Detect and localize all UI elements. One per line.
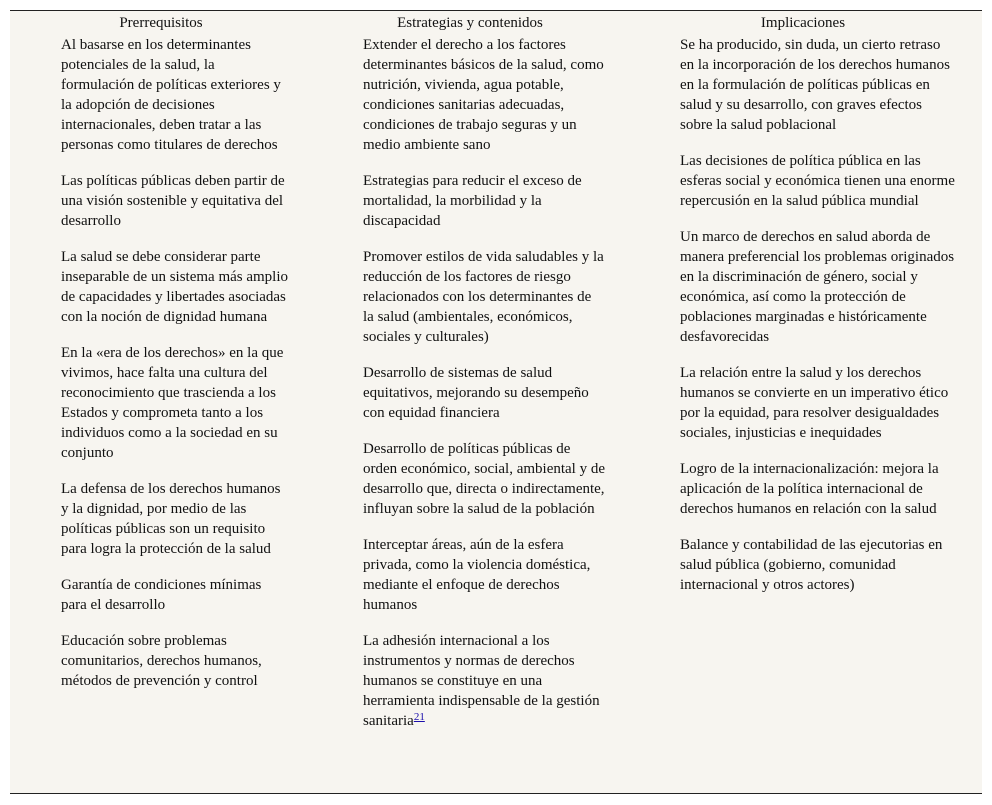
footnote-link[interactable]: 21 [413, 711, 425, 723]
comparison-table [10, 10, 982, 794]
column-body [61, 35, 289, 707]
table-cell: Se ha producido, sin duda, un cierto retraso en la incorporación de los derechos humanos en la formulación de políticas públicas en salud y su desarrollo, con graves efectos sobre la salud poblacional [680, 37, 950, 133]
column-header: Estrategias y contenidos [397, 15, 543, 31]
table-cell-text: La adhesión internacional a los instrumentos y normas de derechos humanos se constituye en una herramienta indispensable de la gestión sanitaria [363, 633, 600, 729]
column-header: Prerrequisitos [119, 15, 203, 31]
table-cell: Promover estilos de vida saludables y la reducción de los factores de riesgo relacionados con los determinantes de la salud (ambientales, económicos, sociales y culturales) [363, 249, 604, 345]
column-body [363, 35, 605, 747]
table-cell: Estrategias para reducir el exceso de mortalidad, la morbilidad y la discapacidad [363, 173, 582, 229]
table-cell: La defensa de los derechos humanos y la dignidad, por medio de las políticas públicas son un requisito para logra la protección de la salud [61, 481, 281, 557]
table-cell: Extender el derecho a los factores determinantes básicos de la salud, como nutrición, vivienda, agua potable, condiciones sanitarias adecuadas, condiciones de trabajo seguras y un medio ambiente sano [363, 37, 604, 153]
table-cell: Las políticas públicas deben partir de una visión sostenible y equitativa del desarrollo [61, 173, 285, 229]
table-cell: Desarrollo de sistemas de salud equitativos, mejorando su desempeño con equidad financiera [363, 365, 589, 421]
table-cell [363, 631, 605, 731]
table-cell: La relación entre la salud y los derechos humanos se convierte en un imperativo ético por la equidad, para resolver desigualdades sociales, injusticias e inequidades [680, 365, 949, 441]
table-cell: Desarrollo de políticas públicas de orden económico, social, ambiental y de desarrollo que, directa o indirectamente, influyan sobre la salud de la población [363, 441, 605, 517]
column-header: Implicaciones [760, 15, 846, 31]
table-cell: Al basarse en los determinantes potenciales de la salud, la formulación de políticas exteriores y la adopción de decisiones internacionales, deben tratar a las personas como titulares de derechos [61, 37, 281, 153]
table-cell: Educación sobre problemas comunitarios, derechos humanos, métodos de prevención y control [61, 633, 262, 689]
column-body [680, 35, 955, 611]
table-cell: Un marco de derechos en salud aborda de manera preferencial los problemas originados en la discriminación de género, social y económica, así como la protección de poblaciones marginadas e históricamente desfavorecidas [680, 229, 955, 345]
table-cell: Garantía de condiciones mínimas para el desarrollo [61, 577, 262, 613]
table-cell: La salud se debe considerar parte inseparable de un sistema más amplio de capacidades y libertades asociadas con la noción de dignidad humana [61, 249, 289, 325]
table-cell: Logro de la internacionalización: mejora la aplicación de la política internacional de derechos humanos en relación con la salud [680, 461, 939, 517]
table-cell: Interceptar áreas, aún de la esfera privada, como la violencia doméstica, mediante el enfoque de derechos humanos [363, 537, 591, 613]
table-cell: En la «era de los derechos» en la que vivimos, hace falta una cultura del reconocimiento que trascienda a los Estados y comprometa tanto a los individuos como a la sociedad en su conjunto [61, 345, 284, 461]
table-cell: Balance y contabilidad de las ejecutorias en salud pública (gobierno, comunidad internacional y otros actores) [680, 537, 943, 593]
table-cell: Las decisiones de política pública en las esferas social y económica tienen una enorme repercusión en la salud pública mundial [680, 153, 955, 209]
